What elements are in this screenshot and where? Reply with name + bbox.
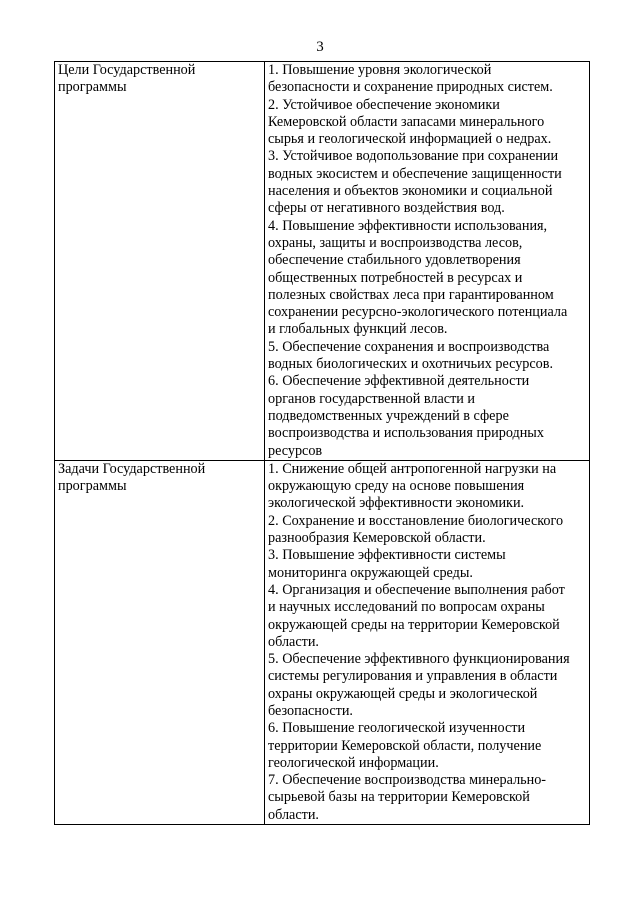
content-line: окружающей среды на территории Кемеровской: [268, 616, 560, 633]
content-line: сохранении ресурсно-экологического потенциала: [268, 304, 568, 321]
table-row: [55, 460, 590, 824]
content-line: полезных свойствах леса при гарантированном: [268, 286, 554, 303]
content-line: охраны, защиты и воспроизводства лесов,: [268, 234, 523, 251]
table-body: [55, 62, 590, 825]
content-line: 5. Обеспечение эффективного функционирования: [268, 651, 570, 668]
content-line: 7. Обеспечение воспроизводства минерально-: [268, 772, 547, 789]
content-line: области.: [268, 806, 319, 823]
content-line: населения и объектов экономики и социальной: [268, 183, 553, 200]
content-line: 3. Повышение эффективности системы: [268, 547, 506, 564]
content-line: сырья и геологической информацией о недрах.: [268, 131, 552, 148]
content-line: ресурсов: [268, 442, 323, 459]
row-content-cell: [265, 62, 590, 461]
content-line: 1. Снижение общей антропогенной нагрузки на: [268, 460, 557, 477]
row-label-line: Задачи Государственной: [58, 460, 206, 477]
content-line: и глобальных функций лесов.: [268, 321, 448, 338]
content-line: водных биологических и охотничьих ресурсов.: [268, 356, 554, 373]
content-line: Кемеровской области запасами минерального: [268, 113, 545, 130]
content-line: сферы от негативного воздействия вод.: [268, 200, 505, 217]
content-line: 1. Повышение уровня экологической: [268, 62, 492, 78]
content-line: 3. Устойчивое водопользование при сохранении: [268, 148, 559, 165]
content-line: 6. Повышение геологической изученности: [268, 720, 526, 737]
row-label-line: программы: [58, 79, 127, 96]
content-line: воспроизводства и использования природных: [268, 425, 544, 442]
row-label-line: программы: [58, 478, 127, 495]
content-line: 2. Устойчивое обеспечение экономики: [268, 96, 500, 113]
content-line: 5. Обеспечение сохранения и воспроизводства: [268, 338, 550, 355]
content-line: системы регулирования и управления в области: [268, 668, 558, 685]
content-line: общественных потребностей в ресурсах и: [268, 269, 523, 286]
content-line: безопасности и сохранение природных систем.: [268, 79, 553, 96]
content-line: охраны окружающей среды и экологической: [268, 685, 538, 702]
row-label-cell: [55, 460, 265, 824]
content-line: 6. Обеспечение эффективной деятельности: [268, 373, 530, 390]
row-label-cell: [55, 62, 265, 461]
content-line: обеспечение стабильного удовлетворения: [268, 252, 521, 269]
content-line: 2. Сохранение и восстановление биологического: [268, 512, 564, 529]
content-line: экологической эффективности экономики.: [268, 495, 525, 512]
content-line: безопасности.: [268, 702, 353, 719]
content-line: органов государственной власти и: [268, 390, 476, 407]
content-line: окружающую среду на основе повышения: [268, 478, 525, 495]
table-row: [55, 62, 590, 461]
content-line: водных экосистем и обеспечение защищенности: [268, 165, 562, 182]
content-line: подведомственных учреждений в сфере: [268, 407, 509, 424]
row-label-line: Цели Государственной: [58, 62, 196, 78]
content-line: сырьевой базы на территории Кемеровской: [268, 789, 530, 806]
content-line: территории Кемеровской области, получение: [268, 737, 542, 754]
content-line: и научных исследований по вопросам охраны: [268, 599, 545, 616]
content-line: 4. Повышение эффективности использования,: [268, 217, 548, 234]
content-line: 4. Организация и обеспечение выполнения работ: [268, 581, 565, 598]
program-passport-table: [54, 61, 590, 825]
content-line: разнообразия Кемеровской области.: [268, 530, 486, 547]
content-line: области.: [268, 633, 319, 650]
content-line: геологической информации.: [268, 754, 439, 771]
row-content-cell: [265, 460, 590, 824]
page-number: 3: [316, 39, 324, 55]
content-line: мониторинга окружающей среды.: [268, 564, 473, 581]
